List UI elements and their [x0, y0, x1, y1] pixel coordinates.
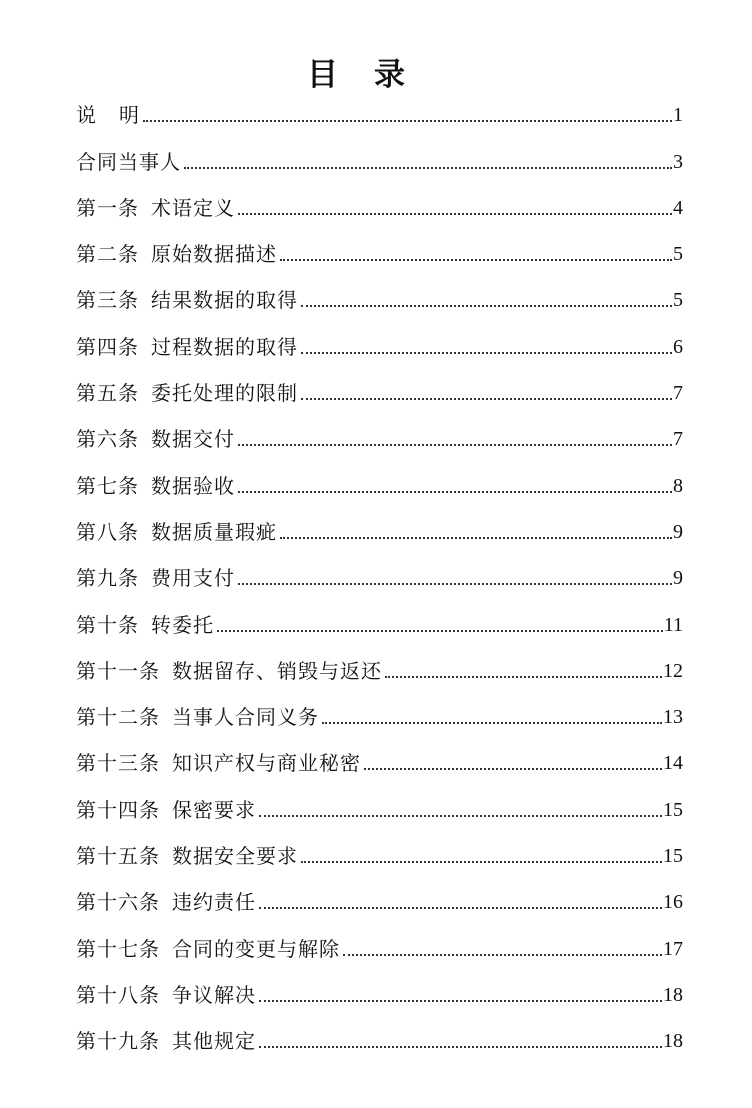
toc-entry-article: 第一条 [76, 195, 139, 220]
toc-entry-article-2[interactable] [76, 225, 683, 271]
toc-entry-page: 1 [673, 104, 683, 127]
dot-leader [364, 768, 662, 770]
toc-entry-article-5[interactable] [76, 364, 683, 410]
toc-entry-article-19[interactable] [76, 1012, 683, 1058]
toc-entry-title: 数据验收 [151, 473, 235, 498]
toc-entry-page: 18 [663, 983, 683, 1006]
toc-entry-page: 13 [663, 706, 683, 729]
toc-entry-article: 第十九条 [76, 1029, 160, 1054]
toc-entry-article-4[interactable] [76, 317, 683, 363]
toc-entry-article-9[interactable] [76, 549, 683, 595]
dot-leader [259, 1046, 662, 1048]
toc-entry-article: 说 [76, 103, 97, 128]
dot-leader [280, 259, 672, 261]
toc-entry-article-11[interactable] [76, 642, 683, 688]
dot-leader [343, 954, 662, 956]
toc-entry-article-16[interactable] [76, 873, 683, 919]
dot-leader [385, 676, 662, 678]
toc-entry-article: 第十二条 [76, 705, 160, 730]
toc-entry-article-3[interactable] [76, 271, 683, 317]
toc-entry-page: 3 [673, 150, 683, 173]
dot-leader [259, 815, 662, 817]
toc-entry-article: 第三条 [76, 288, 139, 313]
toc-entry-title: 其他规定 [172, 1029, 256, 1054]
toc-entry-article-18[interactable] [76, 966, 683, 1012]
toc-entry-page: 4 [673, 196, 683, 219]
toc-entry-title: 合同的变更与解除 [172, 936, 340, 961]
dot-leader [184, 167, 672, 169]
toc-entry-page: 7 [673, 428, 683, 451]
toc-entry-page: 9 [673, 520, 683, 543]
toc-entry-article-17[interactable] [76, 919, 683, 965]
toc-entry-article: 第七条 [76, 473, 139, 498]
toc-entry-article: 第十三条 [76, 751, 160, 776]
toc-entry-title: 数据质量瑕疵 [151, 519, 277, 544]
dot-leader [301, 305, 672, 307]
dot-leader [238, 213, 672, 215]
toc-entry-article: 第九条 [76, 566, 139, 591]
toc-entry-article: 第十条 [76, 612, 139, 637]
toc-entry-article: 第十七条 [76, 936, 160, 961]
toc-entry-title: 委托处理的限制 [151, 381, 298, 406]
dot-leader [322, 722, 662, 724]
toc-entry-page: 9 [673, 567, 683, 590]
toc-entry-title: 明 [119, 103, 140, 128]
toc-entry-article: 第二条 [76, 242, 139, 267]
toc-entry-page: 5 [673, 289, 683, 312]
toc-entry-article-7[interactable] [76, 456, 683, 502]
dot-leader [217, 630, 663, 632]
toc-entry-title: 转委托 [151, 612, 214, 637]
dot-leader [301, 861, 662, 863]
toc-entry-title: 争议解决 [172, 982, 256, 1007]
dot-leader [238, 583, 672, 585]
dot-leader [238, 491, 672, 493]
toc-entry-title: 费用支付 [151, 566, 235, 591]
toc-entry-article: 第十六条 [76, 890, 160, 915]
toc-entry-article: 第六条 [76, 427, 139, 452]
toc-entry-article-1[interactable] [76, 179, 683, 225]
toc-entry-page: 14 [663, 752, 683, 775]
toc-entry-title: 原始数据描述 [151, 242, 277, 267]
toc-entry-page: 18 [663, 1030, 683, 1053]
toc-entry-article-14[interactable] [76, 780, 683, 826]
toc-entry-title: 过程数据的取得 [151, 334, 298, 359]
toc-entry-page: 15 [663, 798, 683, 821]
toc-entry-article: 第四条 [76, 334, 139, 359]
toc-entry-title: 当事人合同义务 [172, 705, 319, 730]
toc-entry-article: 第十四条 [76, 797, 160, 822]
toc-entry-page: 17 [663, 937, 683, 960]
title-char-2: 录 [374, 56, 405, 93]
toc-entry-page: 16 [663, 891, 683, 914]
toc-entry-article: 第十五条 [76, 844, 160, 869]
toc-entry-title: 数据留存、销毁与返还 [172, 658, 382, 683]
toc-entry-article: 第五条 [76, 381, 139, 406]
toc-entry-title: 知识产权与商业秘密 [172, 751, 361, 776]
toc-entry-page: 15 [663, 845, 683, 868]
toc-entry-title: 违约责任 [172, 890, 256, 915]
toc-entry-preface[interactable] [76, 86, 683, 132]
dot-leader [301, 398, 672, 400]
toc-entry-title: 数据交付 [151, 427, 235, 452]
toc-entry-article-12[interactable] [76, 688, 683, 734]
toc-entry-article: 第十一条 [76, 658, 160, 683]
dot-leader [301, 352, 672, 354]
table-of-contents [76, 86, 683, 1058]
dot-leader [259, 907, 662, 909]
toc-entry-article: 合同当事人 [76, 149, 181, 174]
toc-entry-title: 保密要求 [172, 797, 256, 822]
toc-entry-article-13[interactable] [76, 734, 683, 780]
toc-entry-page: 7 [673, 382, 683, 405]
toc-entry-article: 第十八条 [76, 982, 160, 1007]
toc-entry-article: 第八条 [76, 519, 139, 544]
toc-entry-article-15[interactable] [76, 827, 683, 873]
toc-entry-page: 8 [673, 474, 683, 497]
dot-leader [143, 120, 672, 122]
toc-entry-page: 6 [673, 335, 683, 358]
toc-entry-page: 11 [663, 613, 683, 636]
toc-entry-title: 结果数据的取得 [151, 288, 298, 313]
dot-leader [238, 444, 672, 446]
title-char-1: 目 [307, 56, 338, 93]
toc-entry-page: 12 [663, 659, 683, 682]
toc-entry-article-8[interactable] [76, 503, 683, 549]
toc-entry-parties[interactable] [76, 132, 683, 178]
toc-entry-page: 5 [673, 243, 683, 266]
toc-entry-article-10[interactable] [76, 595, 683, 641]
dot-leader [259, 1000, 662, 1002]
dot-leader [280, 537, 672, 539]
toc-entry-title: 数据安全要求 [172, 844, 298, 869]
toc-entry-title: 术语定义 [151, 195, 235, 220]
toc-entry-article-6[interactable] [76, 410, 683, 456]
